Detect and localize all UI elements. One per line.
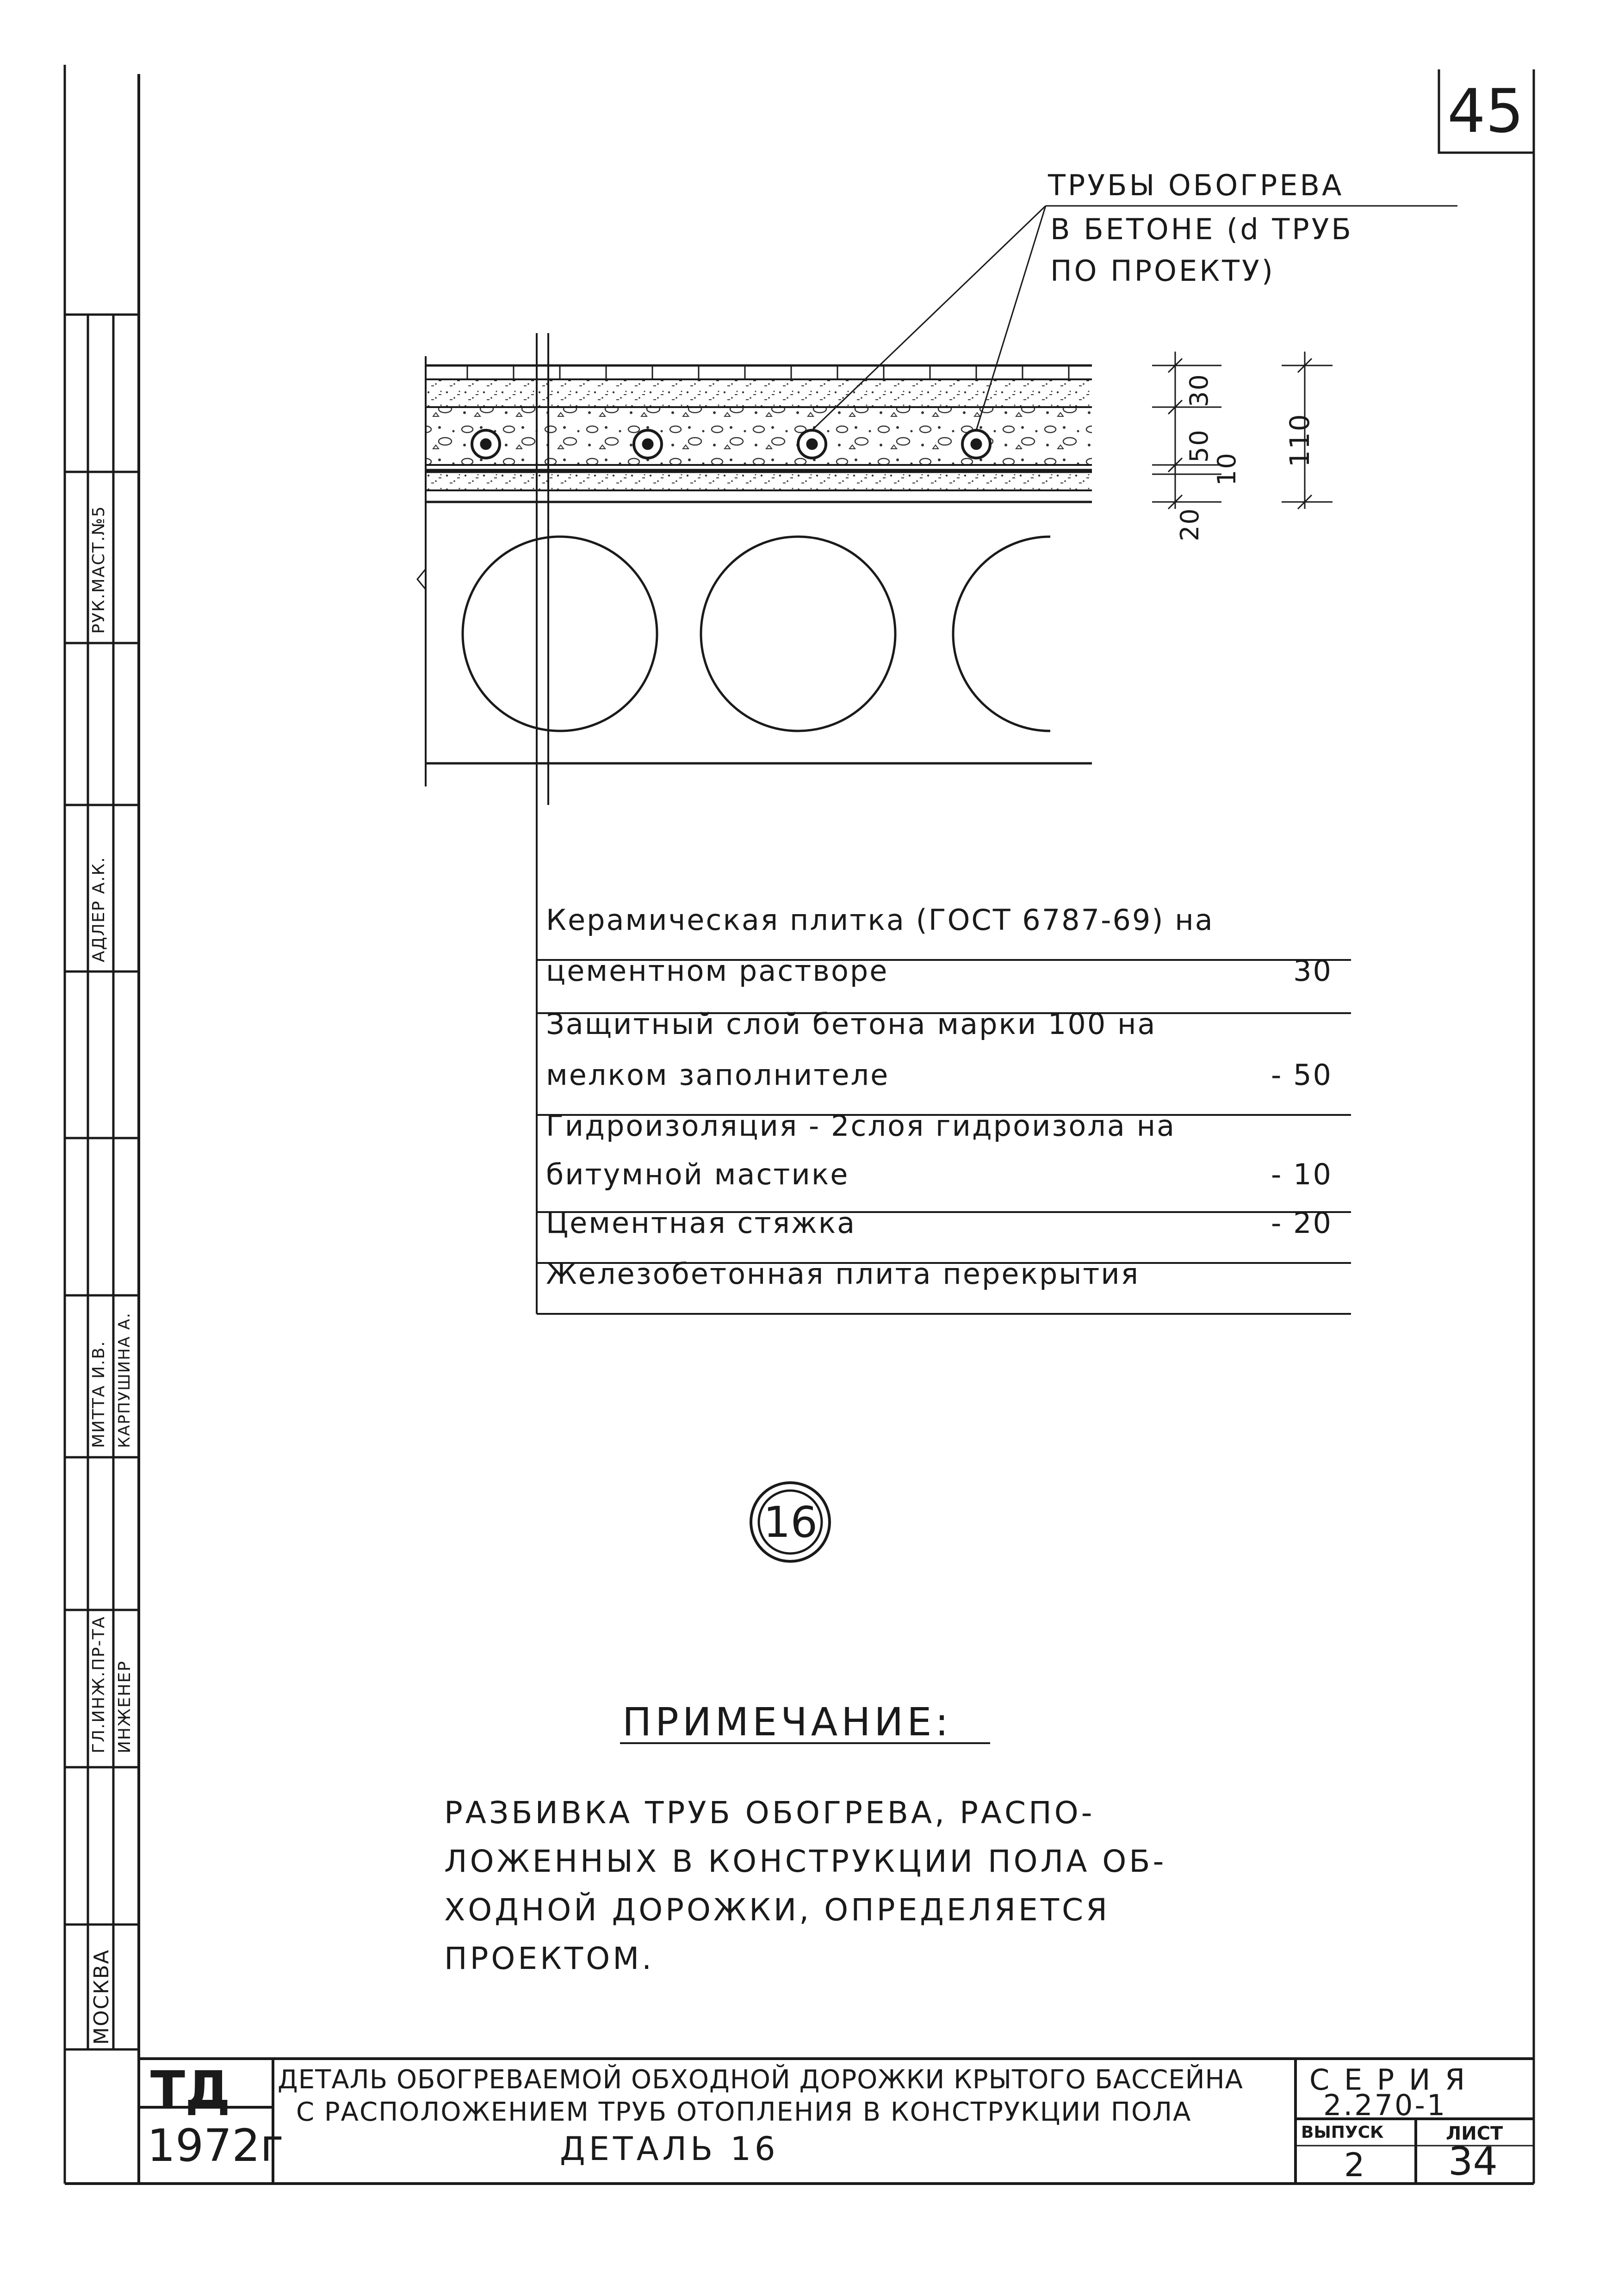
year: 1972г [147,2120,284,2172]
layer-text: битумной мастике [546,1157,849,1191]
note-line-4: ПРОЕКТОМ. [444,1941,655,1976]
callout-line-2: В БЕТОНЕ (d ТРУБ [1050,212,1353,246]
layer-text: Цементная стяжка [546,1206,856,1240]
layer-row [546,954,1342,992]
detail-number: 16 [763,1498,818,1547]
layer-text: мелком заполнителе [546,1058,890,1092]
note-line-2: ЛОЖЕННЫХ В КОНСТРУКЦИИ ПОЛА ОБ- [444,1844,1167,1879]
issue-value: 2 [1344,2146,1365,2184]
layer-text: Железобетонная плита перекрытия [546,1257,1140,1291]
dim-10: 10 [1212,452,1241,486]
sheet-value: 34 [1448,2139,1498,2184]
note-title: ПРИМЕЧАНИЕ: [622,1699,952,1745]
layer-text: цементном растворе [546,954,889,988]
dim-110: 110 [1284,413,1315,467]
layer-text: Защитный слой бетона марки 100 на [546,1007,1157,1041]
title-line-2: С РАСПОЛОЖЕНИЕМ ТРУБ ОТОПЛЕНИЯ В КОНСТРУКЦИИ ПОЛА [296,2097,1192,2127]
layer-value: - 50 [1271,1058,1333,1092]
layer-row [546,1007,1342,1046]
series-value: 2.270-1 [1323,2088,1447,2122]
layer-value: 30 [1293,954,1333,988]
dim-30: 30 [1184,373,1214,407]
series-label: С Е Р И Я [1309,2063,1468,2097]
layer-row [546,1058,1342,1096]
layer-row [546,1157,1342,1196]
layer-text: Гидроизоляция - 2слоя гидроизола на [546,1109,1176,1143]
layer-row [546,1257,1342,1295]
title-line-1: ДЕТАЛЬ ОБОГРЕВАЕМОЙ ОБХОДНОЙ ДОРОЖКИ КРЫТОГО БАССЕЙНА [278,2065,1243,2095]
issue-label: ВЫПУСК [1301,2123,1384,2142]
stamp-department: РУК.МАСТ.№5 [89,505,108,634]
layer-value: - 20 [1271,1206,1333,1240]
detail-label: ДЕТАЛЬ 16 [560,2130,779,2168]
org-abbreviation: ТД [150,2060,231,2119]
callout-line-1: ТРУБЫ ОБОГРЕВА [1048,168,1344,202]
stamp-city: МОСКВА [90,1949,113,2045]
layer-text: Керамическая плитка (ГОСТ 6787-69) на [546,903,1214,937]
stamp-name-1: МИТТА И.В. [89,1340,108,1448]
page-number: 45 [1447,76,1524,146]
stamp-role-1: ГЛ.ИНЖ.ПР-ТА [89,1615,108,1753]
callout-line-3: ПО ПРОЕКТУ) [1050,254,1275,288]
layer-row [546,1206,1342,1244]
stamp-role-2: ИНЖЕНЕР [115,1660,134,1753]
note-line-3: ХОДНОЙ ДОРОЖКИ, ОПРЕДЕЛЯЕТСЯ [444,1892,1110,1928]
sheet-label: ЛИСТ [1446,2123,1503,2144]
layer-row [546,1109,1342,1147]
note-line-1: РАЗБИВКА ТРУБ ОБОГРЕВА, РАСПО- [444,1795,1095,1831]
layer-value: - 10 [1271,1157,1333,1191]
dim-50: 50 [1184,429,1214,463]
stamp-name-3: АДЛЕР А.К. [89,856,108,962]
stamp-name-2: КАРПУШИНА А. [115,1312,134,1448]
layer-row [546,903,1342,941]
dim-20: 20 [1175,507,1204,541]
